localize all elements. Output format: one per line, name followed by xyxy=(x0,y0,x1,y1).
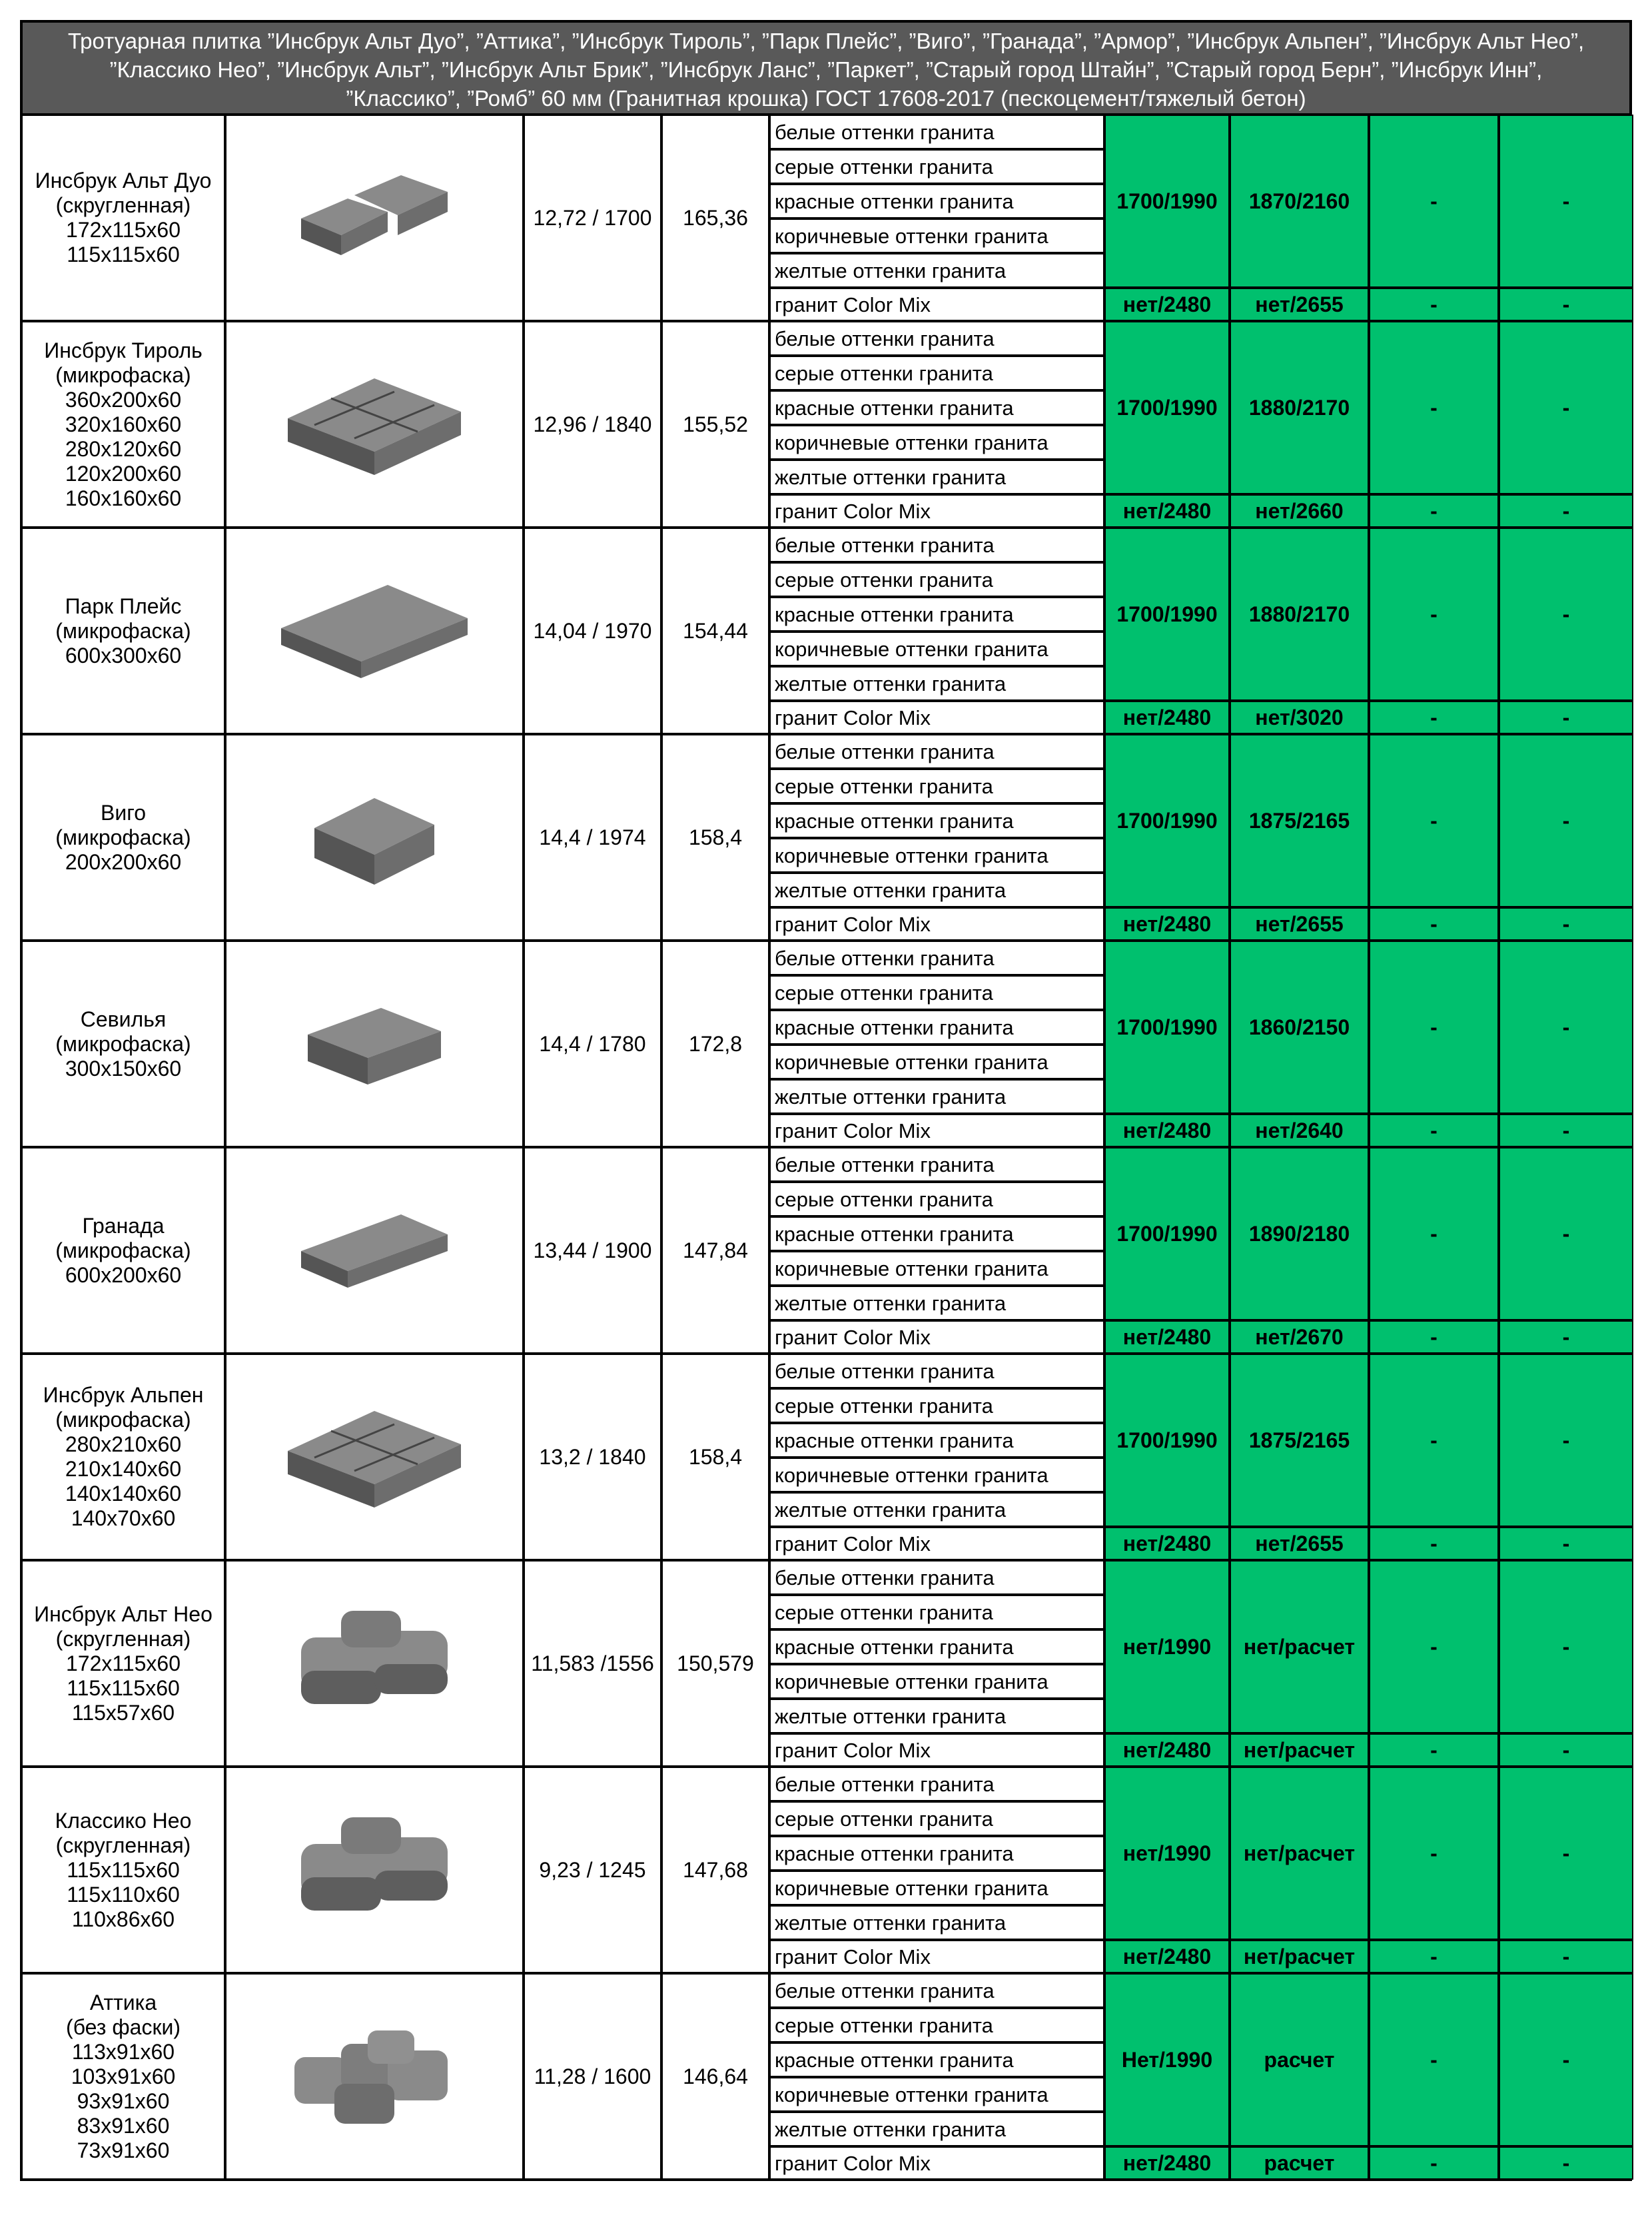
shade-label: коричневые оттенки гранита xyxy=(769,1871,1104,1905)
product-name-line: Классико Нео xyxy=(55,1808,192,1833)
paving-brick-icon xyxy=(274,971,474,1116)
shade-label: серые оттенки гранита xyxy=(769,149,1104,184)
paving-stone-set-icon xyxy=(274,352,474,497)
price-cell-colormix: - xyxy=(1499,1733,1633,1767)
product-image xyxy=(225,321,524,528)
product-name-line: (без фаски) xyxy=(66,2014,181,2039)
shade-label: белые оттенки гранита xyxy=(769,1560,1104,1595)
shade-label: гранит Color Mix xyxy=(769,1733,1104,1767)
price-cell: 1890/2180 xyxy=(1230,1147,1369,1320)
product-name xyxy=(21,115,225,321)
price-cell-colormix: нет/2670 xyxy=(1230,1320,1369,1354)
shade-label: гранит Color Mix xyxy=(769,2146,1104,2180)
shade-label: желтые оттенки гранита xyxy=(769,1079,1104,1114)
paving-cobble-set-icon xyxy=(274,2004,474,2149)
product-image xyxy=(225,1973,524,2180)
shade-label: серые оттенки гранита xyxy=(769,1595,1104,1629)
shade-label: белые оттенки гранита xyxy=(769,115,1104,149)
price-cell: нет/1990 xyxy=(1104,1560,1230,1733)
shade-label: коричневые оттенки гранита xyxy=(769,1251,1104,1286)
product-name-line: Инсбрук Альт Дуо xyxy=(35,169,212,193)
price-cell-colormix: - xyxy=(1499,1320,1633,1354)
price-cell: - xyxy=(1369,734,1499,907)
product-name-line: 103x91x60 xyxy=(71,2064,176,2088)
price-cell-colormix: - xyxy=(1499,1114,1633,1147)
shade-label: желтые оттенки гранита xyxy=(769,460,1104,494)
product-name-line: 600x300x60 xyxy=(65,643,182,667)
product-name xyxy=(21,528,225,734)
price-cell-colormix: - xyxy=(1499,1527,1633,1560)
price-cell-colormix: - xyxy=(1369,1733,1499,1767)
product-name-line: Аттика xyxy=(89,1990,157,2014)
product-image xyxy=(225,1560,524,1767)
price-cell-colormix: - xyxy=(1369,494,1499,528)
product-name-line: Инсбрук Альпен xyxy=(43,1383,204,1407)
product-image xyxy=(225,1147,524,1354)
product-name-line: 73x91x60 xyxy=(77,2138,170,2162)
product-name-line: 115x57x60 xyxy=(71,1700,175,1725)
price-cell: 1700/1990 xyxy=(1104,1147,1230,1320)
weight-value: 12,96 / 1840 xyxy=(524,321,661,528)
shade-label: желтые оттенки гранита xyxy=(769,1905,1104,1940)
product-name-line: 140x140x60 xyxy=(65,1482,182,1506)
page-title: Тротуарная плитка ”Инсбрук Альт Дуо”, ”Аттика”, ”Инсбрук Тироль”, ”Парк Плейс”, ”Виго”, ”Гранада”, ”Армор”, ”Инсбрук Альпен”, ”Инсбрук Альт Нео”, ”Классико Нео”, ”Инсбрук Альт”, ”Инсбрук Альт Брик”, ”Инсбрук Ланс”, ”Паркет”, ”Старый город Штайн”, ”Старый город Берн”, ”Инсбрук Инн”, ”Классико”, ”Ромб” 60 мм (Гранитная крошка) ГОСТ 17608-2017 (пескоцемент/тяжелый бетон) xyxy=(20,20,1632,113)
price-cell-colormix: нет/расчет xyxy=(1230,1733,1369,1767)
price-cell: 1880/2170 xyxy=(1230,321,1369,494)
price-cell-colormix: нет/2480 xyxy=(1104,1114,1230,1147)
product-name-line: 83x91x60 xyxy=(77,2113,170,2138)
shade-label: коричневые оттенки гранита xyxy=(769,632,1104,666)
product-name-line: 115x115x60 xyxy=(67,1857,180,1882)
product-name-line: (микрофаска) xyxy=(55,618,191,643)
shade-label: белые оттенки гранита xyxy=(769,1354,1104,1388)
price-cell: - xyxy=(1369,1354,1499,1527)
product-image xyxy=(225,528,524,734)
price-cell: 1870/2160 xyxy=(1230,115,1369,288)
product-image xyxy=(225,941,524,1147)
product-name-line: (микрофаска) xyxy=(55,1031,191,1056)
product-name-line: 280x120x60 xyxy=(65,436,182,461)
product-name-line: (микрофаска) xyxy=(55,362,191,387)
product-name-line: 172x115x60 xyxy=(66,1651,181,1675)
area-value: 165,36 xyxy=(661,115,769,321)
price-cell-colormix: нет/расчет xyxy=(1230,1940,1369,1973)
product-name xyxy=(21,1767,225,1973)
product-name-line: 115x115x60 xyxy=(67,242,180,266)
product-name-line: 320x160x60 xyxy=(65,412,182,436)
price-cell: 1700/1990 xyxy=(1104,1354,1230,1527)
product-name-line: 93x91x60 xyxy=(77,2088,170,2113)
product-name-line: Гранада xyxy=(82,1213,165,1238)
paving-slab-icon xyxy=(274,558,474,703)
price-cell: - xyxy=(1499,941,1633,1114)
price-cell-colormix: - xyxy=(1369,2146,1499,2180)
weight-value: 14,04 / 1970 xyxy=(524,528,661,734)
shade-label: красные оттенки гранита xyxy=(769,1010,1104,1045)
shade-label: белые оттенки гранита xyxy=(769,1973,1104,2008)
product-name-line: Инсбрук Тироль xyxy=(44,338,203,362)
product-image xyxy=(225,115,524,321)
price-cell-colormix: нет/2480 xyxy=(1104,1320,1230,1354)
product-name-line: 160x160x60 xyxy=(65,486,182,510)
shade-label: желтые оттенки гранита xyxy=(769,873,1104,907)
price-cell: 1700/1990 xyxy=(1104,734,1230,907)
weight-value: 9,23 / 1245 xyxy=(524,1767,661,1973)
price-cell-colormix: - xyxy=(1499,907,1633,941)
shade-label: желтые оттенки гранита xyxy=(769,1492,1104,1527)
product-name xyxy=(21,941,225,1147)
price-cell-colormix: нет/2640 xyxy=(1230,1114,1369,1147)
price-cell: 1700/1990 xyxy=(1104,941,1230,1114)
weight-value: 13,2 / 1840 xyxy=(524,1354,661,1560)
price-cell-colormix: - xyxy=(1369,1320,1499,1354)
price-cell: 1875/2165 xyxy=(1230,1354,1369,1527)
paving-stone-set-icon xyxy=(274,1384,474,1530)
paving-stone-duo-icon xyxy=(274,145,474,290)
shade-label: серые оттенки гранита xyxy=(769,562,1104,597)
price-cell: - xyxy=(1499,528,1633,701)
shade-label: коричневые оттенки гранита xyxy=(769,1664,1104,1699)
shade-label: красные оттенки гранита xyxy=(769,390,1104,425)
area-value: 146,64 xyxy=(661,1973,769,2180)
price-cell-colormix: нет/2655 xyxy=(1230,288,1369,321)
weight-value: 13,44 / 1900 xyxy=(524,1147,661,1354)
product-name-line: 280x210x60 xyxy=(65,1432,182,1456)
product-name xyxy=(21,1560,225,1767)
price-cell-colormix: нет/2480 xyxy=(1104,2146,1230,2180)
product-name-line: 600x200x60 xyxy=(65,1262,182,1287)
weight-value: 14,4 / 1974 xyxy=(524,734,661,941)
area-value: 147,84 xyxy=(661,1147,769,1354)
product-name-line: 115x115x60 xyxy=(67,1675,180,1700)
price-cell-colormix: - xyxy=(1369,1940,1499,1973)
shade-label: красные оттенки гранита xyxy=(769,2042,1104,2077)
shade-label: гранит Color Mix xyxy=(769,1320,1104,1354)
shade-label: коричневые оттенки гранита xyxy=(769,425,1104,460)
shade-label: красные оттенки гранита xyxy=(769,1216,1104,1251)
price-cell-colormix: нет/2480 xyxy=(1104,1733,1230,1767)
shade-label: гранит Color Mix xyxy=(769,1527,1104,1560)
area-value: 158,4 xyxy=(661,1354,769,1560)
shade-label: красные оттенки гранита xyxy=(769,184,1104,219)
product-name-line: 200x200x60 xyxy=(65,849,182,874)
shade-label: желтые оттенки гранита xyxy=(769,2112,1104,2146)
price-cell: - xyxy=(1369,941,1499,1114)
product-name-line: (микрофаска) xyxy=(55,1408,191,1432)
shade-label: гранит Color Mix xyxy=(769,288,1104,321)
price-cell: 1875/2165 xyxy=(1230,734,1369,907)
price-cell: нет/1990 xyxy=(1104,1767,1230,1940)
area-value: 150,579 xyxy=(661,1560,769,1767)
price-cell: - xyxy=(1369,115,1499,288)
price-cell: - xyxy=(1499,115,1633,288)
price-cell-colormix: нет/2655 xyxy=(1230,1527,1369,1560)
price-cell-colormix: - xyxy=(1369,701,1499,734)
price-cell-colormix: - xyxy=(1369,1114,1499,1147)
shade-label: серые оттенки гранита xyxy=(769,2008,1104,2042)
price-cell-colormix: нет/2660 xyxy=(1230,494,1369,528)
shade-label: серые оттенки гранита xyxy=(769,975,1104,1010)
price-cell-colormix: - xyxy=(1499,494,1633,528)
price-cell: - xyxy=(1369,1973,1499,2146)
shade-label: белые оттенки гранита xyxy=(769,321,1104,356)
price-cell: - xyxy=(1499,1767,1633,1940)
price-cell: - xyxy=(1369,528,1499,701)
product-name-line: Виго xyxy=(101,800,146,825)
product-name-line: 360x200x60 xyxy=(65,387,182,412)
product-name-line: (микрофаска) xyxy=(55,825,191,849)
price-cell: - xyxy=(1499,321,1633,494)
price-cell: 1880/2170 xyxy=(1230,528,1369,701)
price-cell-colormix: нет/2480 xyxy=(1104,701,1230,734)
shade-label: желтые оттенки гранита xyxy=(769,666,1104,701)
paving-rounded-set-icon xyxy=(274,1797,474,1943)
product-name xyxy=(21,321,225,528)
price-cell: - xyxy=(1369,1147,1499,1320)
area-value: 172,8 xyxy=(661,941,769,1147)
product-name-line: 115x110x60 xyxy=(67,1882,180,1907)
area-value: 154,44 xyxy=(661,528,769,734)
product-name-line: 210x140x60 xyxy=(65,1457,182,1481)
price-cell: - xyxy=(1369,1560,1499,1733)
price-cell: 1700/1990 xyxy=(1104,321,1230,494)
shade-label: серые оттенки гранита xyxy=(769,1801,1104,1836)
price-sheet xyxy=(20,20,1632,2181)
price-cell: 1700/1990 xyxy=(1104,528,1230,701)
weight-value: 11,583 /1556 xyxy=(524,1560,661,1767)
product-name-line: (скругленная) xyxy=(55,1626,191,1651)
product-image xyxy=(225,1354,524,1560)
price-table xyxy=(20,113,1632,2181)
area-value: 155,52 xyxy=(661,321,769,528)
price-cell-colormix: - xyxy=(1499,288,1633,321)
paving-square-icon xyxy=(274,765,474,910)
area-value: 147,68 xyxy=(661,1767,769,1973)
shade-label: белые оттенки гранита xyxy=(769,1147,1104,1182)
price-cell: - xyxy=(1369,321,1499,494)
shade-label: коричневые оттенки гранита xyxy=(769,838,1104,873)
product-name-line: 300x150x60 xyxy=(65,1056,182,1081)
shade-label: коричневые оттенки гранита xyxy=(769,1045,1104,1079)
weight-value: 11,28 / 1600 xyxy=(524,1973,661,2180)
shade-label: коричневые оттенки гранита xyxy=(769,219,1104,253)
shade-label: серые оттенки гранита xyxy=(769,1182,1104,1216)
shade-label: красные оттенки гранита xyxy=(769,803,1104,838)
product-name-line: 140x70x60 xyxy=(71,1506,176,1530)
shade-label: гранит Color Mix xyxy=(769,494,1104,528)
shade-label: красные оттенки гранита xyxy=(769,1423,1104,1458)
shade-label: серые оттенки гранита xyxy=(769,356,1104,390)
product-name-line: Инсбрук Альт Нео xyxy=(34,1601,212,1626)
product-image xyxy=(225,1767,524,1973)
price-cell-colormix: нет/3020 xyxy=(1230,701,1369,734)
product-name-line: 172x115x60 xyxy=(66,218,181,242)
product-name xyxy=(21,1147,225,1354)
price-cell-colormix: - xyxy=(1499,701,1633,734)
shade-label: коричневые оттенки гранита xyxy=(769,2077,1104,2112)
price-cell: нет/расчет xyxy=(1230,1560,1369,1733)
price-cell: - xyxy=(1499,1354,1633,1527)
product-name-line: Севилья xyxy=(80,1007,167,1031)
shade-label: серые оттенки гранита xyxy=(769,1388,1104,1423)
product-name-line: (скругленная) xyxy=(55,193,191,217)
price-cell: - xyxy=(1499,1973,1633,2146)
shade-label: красные оттенки гранита xyxy=(769,1836,1104,1871)
price-cell-colormix: нет/2480 xyxy=(1104,288,1230,321)
price-cell-colormix: нет/2480 xyxy=(1104,1527,1230,1560)
price-cell: - xyxy=(1499,1560,1633,1733)
shade-label: желтые оттенки гранита xyxy=(769,1286,1104,1320)
price-cell: нет/расчет xyxy=(1230,1767,1369,1940)
paving-long-brick-icon xyxy=(274,1178,474,1323)
shade-label: белые оттенки гранита xyxy=(769,941,1104,975)
price-cell: 1700/1990 xyxy=(1104,115,1230,288)
product-name-line: 120x200x60 xyxy=(65,461,182,486)
price-cell-colormix: - xyxy=(1369,907,1499,941)
shade-label: гранит Color Mix xyxy=(769,1940,1104,1973)
price-cell: Нет/1990 xyxy=(1104,1973,1230,2146)
price-cell-colormix: нет/2655 xyxy=(1230,907,1369,941)
shade-label: красные оттенки гранита xyxy=(769,597,1104,632)
shade-label: гранит Color Mix xyxy=(769,701,1104,734)
price-cell: - xyxy=(1499,734,1633,907)
weight-value: 14,4 / 1780 xyxy=(524,941,661,1147)
product-name xyxy=(21,734,225,941)
product-name xyxy=(21,1354,225,1560)
price-cell-colormix: - xyxy=(1369,288,1499,321)
paving-rounded-set-icon xyxy=(274,1591,474,1736)
product-name-line: Парк Плейс xyxy=(65,594,182,618)
price-cell: - xyxy=(1499,1147,1633,1320)
price-cell-colormix: нет/2480 xyxy=(1104,494,1230,528)
price-cell-colormix: - xyxy=(1499,2146,1633,2180)
product-image xyxy=(225,734,524,941)
price-cell-colormix: - xyxy=(1499,1940,1633,1973)
weight-value: 12,72 / 1700 xyxy=(524,115,661,321)
price-cell: - xyxy=(1369,1767,1499,1940)
shade-label: красные оттенки гранита xyxy=(769,1629,1104,1664)
price-cell-colormix: расчет xyxy=(1230,2146,1369,2180)
price-cell-colormix: - xyxy=(1369,1527,1499,1560)
shade-label: белые оттенки гранита xyxy=(769,734,1104,769)
area-value: 158,4 xyxy=(661,734,769,941)
shade-label: белые оттенки гранита xyxy=(769,528,1104,562)
product-name-line: 113x91x60 xyxy=(71,2039,175,2064)
shade-label: гранит Color Mix xyxy=(769,907,1104,941)
product-name xyxy=(21,1973,225,2180)
shade-label: серые оттенки гранита xyxy=(769,769,1104,803)
price-cell: расчет xyxy=(1230,1973,1369,2146)
product-name-line: 110x86x60 xyxy=(71,1907,175,1931)
price-cell: 1860/2150 xyxy=(1230,941,1369,1114)
shade-label: коричневые оттенки гранита xyxy=(769,1458,1104,1492)
product-name-line: (микрофаска) xyxy=(55,1238,191,1262)
shade-label: гранит Color Mix xyxy=(769,1114,1104,1147)
shade-label: желтые оттенки гранита xyxy=(769,1699,1104,1733)
shade-label: белые оттенки гранита xyxy=(769,1767,1104,1801)
price-cell-colormix: нет/2480 xyxy=(1104,907,1230,941)
product-name-line: (скругленная) xyxy=(55,1833,191,1857)
price-cell-colormix: нет/2480 xyxy=(1104,1940,1230,1973)
shade-label: желтые оттенки гранита xyxy=(769,253,1104,288)
